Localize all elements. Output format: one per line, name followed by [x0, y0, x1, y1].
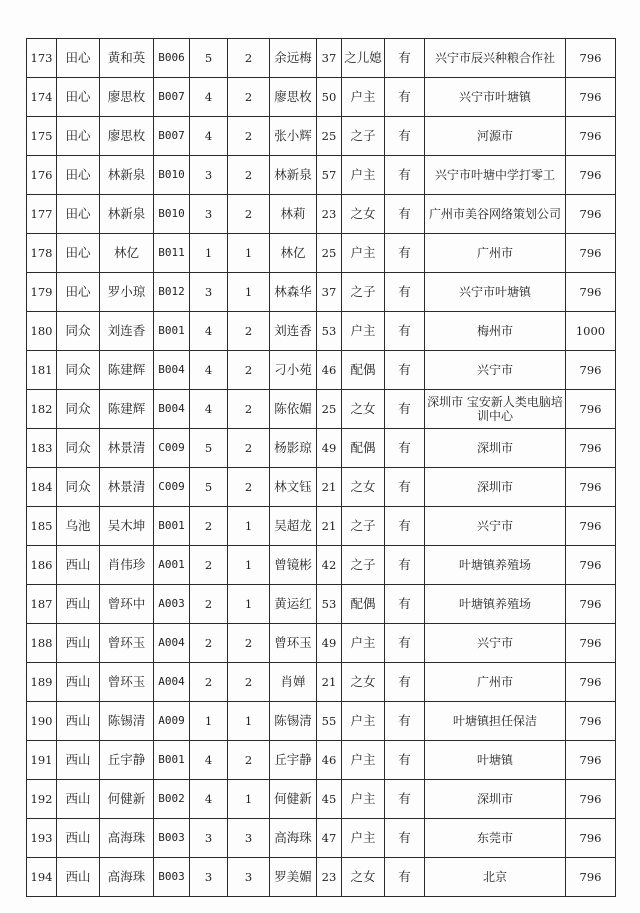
relation-cell: 配偶: [342, 585, 385, 624]
household-head-cell: 林新泉: [100, 156, 154, 195]
household-size-cell: 2: [190, 546, 228, 585]
workplace-cell: 兴宁市: [425, 351, 566, 390]
age-cell: 55: [317, 702, 342, 741]
worker-name-cell: 曾环玉: [270, 624, 317, 663]
seq-cell: 189: [27, 663, 57, 702]
household-head-cell: 曾环中: [100, 585, 154, 624]
household-head-cell: 廖思枚: [100, 78, 154, 117]
household-size-cell: 3: [190, 273, 228, 312]
relation-cell: 户主: [342, 312, 385, 351]
age-cell: 45: [317, 780, 342, 819]
relation-cell: 之女: [342, 468, 385, 507]
household-size-cell: 2: [190, 585, 228, 624]
village-cell: 田心: [57, 273, 100, 312]
workplace-cell: 深圳市 宝安新人类电脑培训中心: [425, 390, 566, 429]
workplace-cell: 兴宁市叶塘镇: [425, 273, 566, 312]
cert-cell: 有: [385, 156, 425, 195]
household-code-cell: B007: [154, 78, 190, 117]
subsidy-cell: 796: [566, 624, 616, 663]
cert-cell: 有: [385, 117, 425, 156]
age-cell: 50: [317, 78, 342, 117]
age-cell: 21: [317, 468, 342, 507]
seq-cell: 191: [27, 741, 57, 780]
labor-count-cell: 1: [228, 780, 270, 819]
household-head-cell: 曾环玉: [100, 624, 154, 663]
household-code-cell: B010: [154, 156, 190, 195]
household-head-cell: 林新泉: [100, 195, 154, 234]
village-cell: 西山: [57, 819, 100, 858]
worker-name-cell: 高海珠: [270, 819, 317, 858]
household-head-cell: 林景清: [100, 429, 154, 468]
table-row: [27, 351, 616, 390]
relation-cell: 户主: [342, 624, 385, 663]
household-code-cell: B010: [154, 195, 190, 234]
relation-cell: 户主: [342, 234, 385, 273]
labor-count-cell: 2: [228, 351, 270, 390]
seq-cell: 194: [27, 858, 57, 897]
age-cell: 23: [317, 858, 342, 897]
relation-cell: 之女: [342, 195, 385, 234]
household-code-cell: A004: [154, 663, 190, 702]
labor-count-cell: 1: [228, 546, 270, 585]
seq-cell: 187: [27, 585, 57, 624]
worker-name-cell: 林文钰: [270, 468, 317, 507]
household-code-cell: B011: [154, 234, 190, 273]
household-head-cell: 林景清: [100, 468, 154, 507]
cert-cell: 有: [385, 273, 425, 312]
subsidy-cell: 796: [566, 117, 616, 156]
worker-name-cell: 曾镜彬: [270, 546, 317, 585]
subsidy-cell: 796: [566, 702, 616, 741]
table-row: [27, 390, 616, 429]
village-cell: 田心: [57, 78, 100, 117]
workplace-cell: 河源市: [425, 117, 566, 156]
household-code-cell: A009: [154, 702, 190, 741]
village-cell: 乌池: [57, 507, 100, 546]
seq-cell: 174: [27, 78, 57, 117]
workplace-cell: 兴宁市叶塘镇: [425, 78, 566, 117]
subsidy-cell: 796: [566, 546, 616, 585]
seq-cell: 190: [27, 702, 57, 741]
labor-count-cell: 1: [228, 702, 270, 741]
relation-cell: 之儿媳: [342, 39, 385, 78]
seq-cell: 179: [27, 273, 57, 312]
household-code-cell: B004: [154, 390, 190, 429]
table-row: [27, 858, 616, 897]
age-cell: 49: [317, 624, 342, 663]
household-code-cell: B001: [154, 741, 190, 780]
subsidy-cell: 796: [566, 156, 616, 195]
household-code-cell: B012: [154, 273, 190, 312]
village-cell: 西山: [57, 585, 100, 624]
subsidy-cell: 796: [566, 351, 616, 390]
village-cell: 同众: [57, 312, 100, 351]
labor-count-cell: 1: [228, 234, 270, 273]
household-code-cell: C009: [154, 468, 190, 507]
seq-cell: 182: [27, 390, 57, 429]
worker-name-cell: 吴超龙: [270, 507, 317, 546]
labor-count-cell: 2: [228, 390, 270, 429]
relation-cell: 户主: [342, 702, 385, 741]
workplace-cell: 北京: [425, 858, 566, 897]
workplace-cell: 深圳市: [425, 468, 566, 507]
household-head-cell: 陈建辉: [100, 351, 154, 390]
household-size-cell: 3: [190, 156, 228, 195]
table-row: [27, 273, 616, 312]
table-row: [27, 429, 616, 468]
age-cell: 25: [317, 390, 342, 429]
relation-cell: 之子: [342, 507, 385, 546]
workplace-cell: 叶塘镇担任保洁: [425, 702, 566, 741]
workplace-cell: 广州市: [425, 663, 566, 702]
household-code-cell: B007: [154, 117, 190, 156]
labor-count-cell: 2: [228, 429, 270, 468]
household-head-cell: 陈建辉: [100, 390, 154, 429]
village-cell: 西山: [57, 546, 100, 585]
worker-name-cell: 陈锡清: [270, 702, 317, 741]
age-cell: 42: [317, 546, 342, 585]
workplace-cell: 叶塘镇: [425, 741, 566, 780]
cert-cell: 有: [385, 390, 425, 429]
household-code-cell: C009: [154, 429, 190, 468]
relation-cell: 配偶: [342, 351, 385, 390]
table-row: [27, 39, 616, 78]
worker-name-cell: 陈依媚: [270, 390, 317, 429]
cert-cell: 有: [385, 702, 425, 741]
relation-cell: 之女: [342, 663, 385, 702]
workplace-cell: 梅州市: [425, 312, 566, 351]
cert-cell: 有: [385, 741, 425, 780]
cert-cell: 有: [385, 234, 425, 273]
relation-cell: 配偶: [342, 429, 385, 468]
household-head-cell: 何健新: [100, 780, 154, 819]
village-cell: 田心: [57, 39, 100, 78]
village-cell: 西山: [57, 741, 100, 780]
village-cell: 西山: [57, 858, 100, 897]
relation-cell: 之女: [342, 858, 385, 897]
subsidy-cell: 796: [566, 585, 616, 624]
household-size-cell: 2: [190, 663, 228, 702]
village-cell: 西山: [57, 702, 100, 741]
cert-cell: 有: [385, 780, 425, 819]
household-code-cell: B004: [154, 351, 190, 390]
household-size-cell: 2: [190, 507, 228, 546]
table-row: [27, 624, 616, 663]
household-size-cell: 5: [190, 39, 228, 78]
household-head-cell: 高海珠: [100, 858, 154, 897]
table-row: [27, 195, 616, 234]
relation-cell: 户主: [342, 819, 385, 858]
village-cell: 田心: [57, 117, 100, 156]
cert-cell: 有: [385, 429, 425, 468]
cert-cell: 有: [385, 858, 425, 897]
worker-name-cell: 杨影琼: [270, 429, 317, 468]
subsidy-cell: 796: [566, 741, 616, 780]
labor-count-cell: 3: [228, 858, 270, 897]
worker-name-cell: 罗美媚: [270, 858, 317, 897]
table-row: [27, 546, 616, 585]
table-row: [27, 312, 616, 351]
subsidy-cell: 796: [566, 507, 616, 546]
seq-cell: 181: [27, 351, 57, 390]
seq-cell: 173: [27, 39, 57, 78]
labor-count-cell: 2: [228, 624, 270, 663]
household-size-cell: 4: [190, 780, 228, 819]
household-code-cell: B001: [154, 507, 190, 546]
household-code-cell: B003: [154, 819, 190, 858]
worker-name-cell: 肖婵: [270, 663, 317, 702]
village-cell: 同众: [57, 429, 100, 468]
table-row: [27, 741, 616, 780]
household-size-cell: 1: [190, 234, 228, 273]
household-code-cell: B001: [154, 312, 190, 351]
relation-cell: 户主: [342, 78, 385, 117]
subsidy-cell: 796: [566, 858, 616, 897]
age-cell: 53: [317, 585, 342, 624]
household-code-cell: B006: [154, 39, 190, 78]
household-head-cell: 刘连香: [100, 312, 154, 351]
household-head-cell: 林亿: [100, 234, 154, 273]
household-head-cell: 黄和英: [100, 39, 154, 78]
subsidy-cell: 796: [566, 234, 616, 273]
village-cell: 田心: [57, 234, 100, 273]
labor-count-cell: 2: [228, 156, 270, 195]
labor-count-cell: 2: [228, 741, 270, 780]
relation-cell: 之女: [342, 390, 385, 429]
seq-cell: 188: [27, 624, 57, 663]
cert-cell: 有: [385, 468, 425, 507]
labor-count-cell: 1: [228, 273, 270, 312]
table-row: [27, 78, 616, 117]
household-head-cell: 高海珠: [100, 819, 154, 858]
relation-cell: 户主: [342, 156, 385, 195]
workplace-cell: 兴宁市: [425, 507, 566, 546]
table-row: [27, 117, 616, 156]
labor-count-cell: 3: [228, 819, 270, 858]
roster-table: [26, 38, 616, 897]
household-code-cell: A003: [154, 585, 190, 624]
worker-name-cell: 林森华: [270, 273, 317, 312]
table-row: [27, 585, 616, 624]
table-row: [27, 819, 616, 858]
subsidy-cell: 796: [566, 39, 616, 78]
labor-count-cell: 2: [228, 468, 270, 507]
table-row: [27, 507, 616, 546]
household-size-cell: 4: [190, 78, 228, 117]
household-size-cell: 4: [190, 741, 228, 780]
worker-name-cell: 丘宇静: [270, 741, 317, 780]
workplace-cell: 兴宁市辰兴种粮合作社: [425, 39, 566, 78]
household-head-cell: 吴木坤: [100, 507, 154, 546]
cert-cell: 有: [385, 819, 425, 858]
household-size-cell: 4: [190, 351, 228, 390]
workplace-cell: 叶塘镇养殖场: [425, 585, 566, 624]
subsidy-cell: 796: [566, 663, 616, 702]
cert-cell: 有: [385, 351, 425, 390]
household-head-cell: 曾环玉: [100, 663, 154, 702]
age-cell: 37: [317, 273, 342, 312]
village-cell: 田心: [57, 195, 100, 234]
age-cell: 25: [317, 234, 342, 273]
subsidy-cell: 796: [566, 780, 616, 819]
age-cell: 37: [317, 39, 342, 78]
household-code-cell: B003: [154, 858, 190, 897]
household-size-cell: 3: [190, 858, 228, 897]
worker-name-cell: 余远梅: [270, 39, 317, 78]
table-row: [27, 663, 616, 702]
cert-cell: 有: [385, 663, 425, 702]
workplace-cell: 广州市: [425, 234, 566, 273]
cert-cell: 有: [385, 507, 425, 546]
seq-cell: 176: [27, 156, 57, 195]
household-size-cell: 5: [190, 468, 228, 507]
seq-cell: 178: [27, 234, 57, 273]
village-cell: 西山: [57, 780, 100, 819]
table-row: [27, 234, 616, 273]
relation-cell: 户主: [342, 780, 385, 819]
workplace-cell: 广州市美谷网络策划公司: [425, 195, 566, 234]
village-cell: 同众: [57, 351, 100, 390]
relation-cell: 之子: [342, 546, 385, 585]
age-cell: 53: [317, 312, 342, 351]
subsidy-cell: 796: [566, 273, 616, 312]
household-size-cell: 3: [190, 195, 228, 234]
table-row: [27, 468, 616, 507]
household-head-cell: 肖伟珍: [100, 546, 154, 585]
labor-count-cell: 2: [228, 117, 270, 156]
seq-cell: 185: [27, 507, 57, 546]
age-cell: 21: [317, 663, 342, 702]
cert-cell: 有: [385, 546, 425, 585]
worker-name-cell: 黄运红: [270, 585, 317, 624]
worker-name-cell: 张小辉: [270, 117, 317, 156]
household-size-cell: 3: [190, 819, 228, 858]
household-code-cell: A004: [154, 624, 190, 663]
household-code-cell: A001: [154, 546, 190, 585]
subsidy-cell: 1000: [566, 312, 616, 351]
household-head-cell: 廖思枚: [100, 117, 154, 156]
worker-name-cell: 刘连香: [270, 312, 317, 351]
seq-cell: 193: [27, 819, 57, 858]
seq-cell: 184: [27, 468, 57, 507]
labor-count-cell: 1: [228, 585, 270, 624]
seq-cell: 175: [27, 117, 57, 156]
labor-count-cell: 2: [228, 312, 270, 351]
village-cell: 西山: [57, 663, 100, 702]
seq-cell: 180: [27, 312, 57, 351]
age-cell: 23: [317, 195, 342, 234]
relation-cell: 之子: [342, 273, 385, 312]
household-size-cell: 5: [190, 429, 228, 468]
workplace-cell: 兴宁市叶塘中学打零工: [425, 156, 566, 195]
subsidy-cell: 796: [566, 468, 616, 507]
seq-cell: 183: [27, 429, 57, 468]
labor-count-cell: 2: [228, 195, 270, 234]
seq-cell: 192: [27, 780, 57, 819]
household-size-cell: 4: [190, 117, 228, 156]
cert-cell: 有: [385, 195, 425, 234]
seq-cell: 186: [27, 546, 57, 585]
household-size-cell: 4: [190, 312, 228, 351]
worker-name-cell: 廖思枚: [270, 78, 317, 117]
worker-name-cell: 林莉: [270, 195, 317, 234]
relation-cell: 之子: [342, 117, 385, 156]
household-size-cell: 2: [190, 624, 228, 663]
seq-cell: 177: [27, 195, 57, 234]
worker-name-cell: 何健新: [270, 780, 317, 819]
age-cell: 49: [317, 429, 342, 468]
cert-cell: 有: [385, 78, 425, 117]
age-cell: 25: [317, 117, 342, 156]
workplace-cell: 兴宁市: [425, 624, 566, 663]
subsidy-cell: 796: [566, 390, 616, 429]
subsidy-cell: 796: [566, 195, 616, 234]
subsidy-cell: 796: [566, 819, 616, 858]
age-cell: 47: [317, 819, 342, 858]
village-cell: 同众: [57, 468, 100, 507]
worker-name-cell: 林新泉: [270, 156, 317, 195]
village-cell: 田心: [57, 156, 100, 195]
cert-cell: 有: [385, 312, 425, 351]
workplace-cell: 深圳市: [425, 429, 566, 468]
household-code-cell: B002: [154, 780, 190, 819]
household-head-cell: 陈锡清: [100, 702, 154, 741]
household-head-cell: 丘宇静: [100, 741, 154, 780]
roster-body: [27, 39, 616, 897]
village-cell: 西山: [57, 624, 100, 663]
labor-count-cell: 2: [228, 663, 270, 702]
household-head-cell: 罗小琼: [100, 273, 154, 312]
age-cell: 46: [317, 351, 342, 390]
workplace-cell: 东莞市: [425, 819, 566, 858]
worker-name-cell: 林亿: [270, 234, 317, 273]
subsidy-cell: 796: [566, 78, 616, 117]
cert-cell: 有: [385, 39, 425, 78]
workplace-cell: 叶塘镇养殖场: [425, 546, 566, 585]
labor-count-cell: 1: [228, 507, 270, 546]
table-row: [27, 780, 616, 819]
cert-cell: 有: [385, 585, 425, 624]
table-row: [27, 156, 616, 195]
subsidy-cell: 796: [566, 429, 616, 468]
age-cell: 57: [317, 156, 342, 195]
village-cell: 同众: [57, 390, 100, 429]
age-cell: 46: [317, 741, 342, 780]
workplace-cell: 深圳市: [425, 780, 566, 819]
table-row: [27, 702, 616, 741]
household-size-cell: 1: [190, 702, 228, 741]
labor-count-cell: 2: [228, 39, 270, 78]
worker-name-cell: 刁小苑: [270, 351, 317, 390]
labor-count-cell: 2: [228, 78, 270, 117]
relation-cell: 户主: [342, 741, 385, 780]
age-cell: 21: [317, 507, 342, 546]
cert-cell: 有: [385, 624, 425, 663]
household-size-cell: 4: [190, 390, 228, 429]
